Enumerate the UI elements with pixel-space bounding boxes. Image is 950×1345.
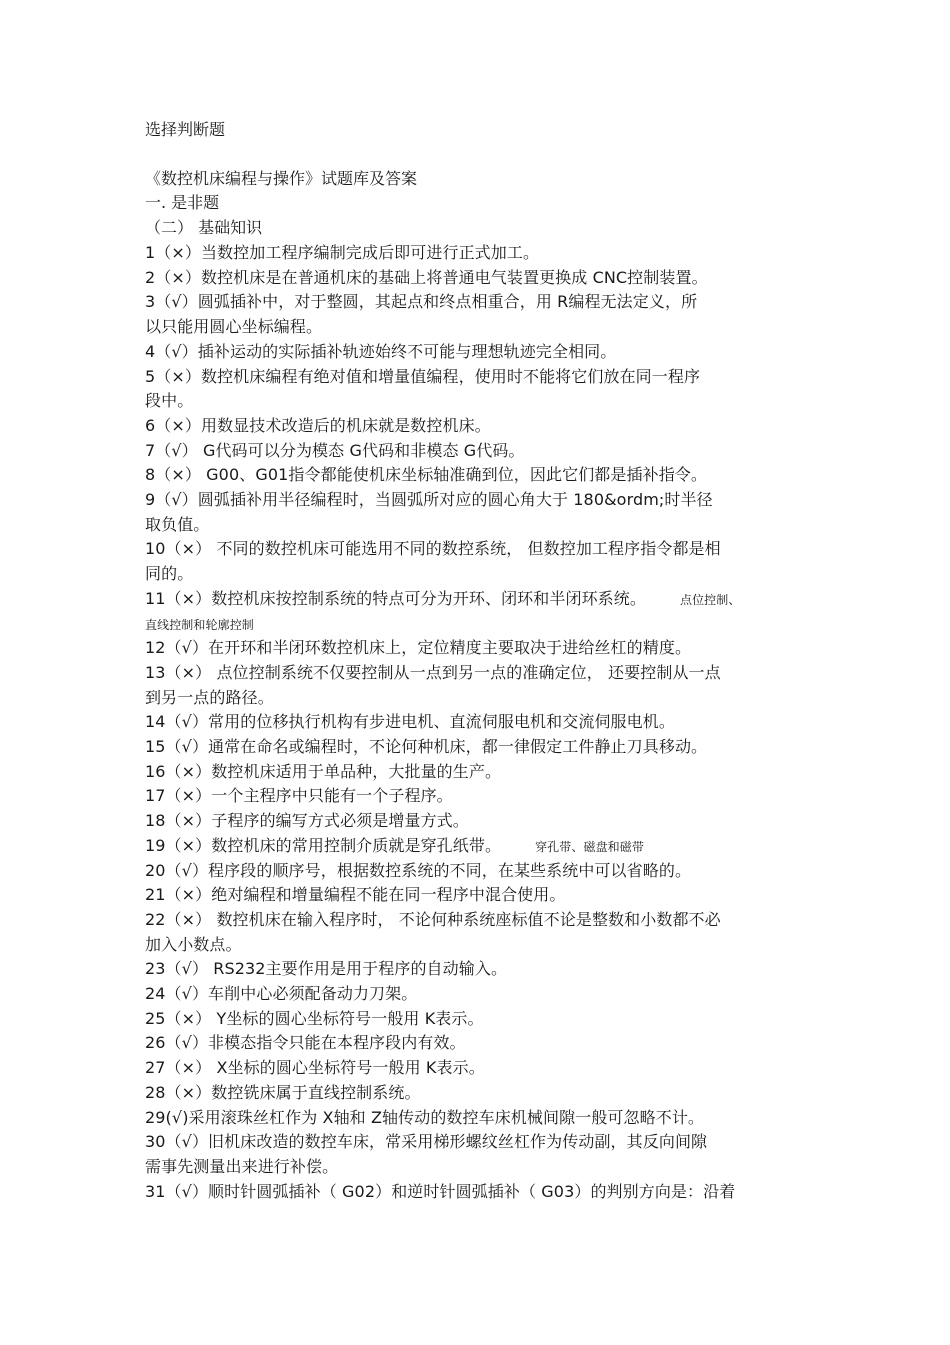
question-line (145, 737, 707, 757)
question-text: 11（×）数控机床按控制系统的特点可分为开环、闭环和半闭环系统。 (145, 588, 646, 608)
question-line (145, 984, 417, 1004)
question-text: 16（×）数控机床适用于单品种，大批量的生产。 (145, 761, 502, 781)
question-line (145, 268, 708, 288)
question-text: 8（×） G00、G01指令都能使机床坐标轴准确到位，因此它们都是插补指令。 (145, 465, 707, 485)
section-label: 选择判断题 (145, 120, 226, 139)
question-text: 12（√）在开环和半闭环数控机床上，定位精度主要取决于进给丝杠的精度。 (145, 638, 692, 658)
question-line (145, 935, 242, 955)
question-line (145, 391, 193, 411)
question-text: 9（√）圆弧插补用半径编程时，当圆弧所对应的圆心角大于 180&ordm;时半径 (145, 490, 713, 509)
question-line (145, 1132, 707, 1152)
question-line (145, 1157, 338, 1177)
question-text: 23（√） RS232主要作用是用于程序的自动输入。 (145, 959, 508, 979)
answer-note: 点位控制、 (679, 592, 741, 607)
question-line (145, 317, 322, 337)
question-text: 14（√）常用的位移执行机构有步进电机、直流伺服电机和交流伺服电机。 (145, 712, 675, 732)
question-text: 18（×）子程序的编写方式必须是增量方式。 (145, 811, 469, 831)
question-text: 20（√）程序段的顺序号，根据数控系统的不同，在某些系统中可以省略的。 (145, 860, 692, 880)
part-heading: 一. 是非题 (145, 193, 220, 212)
question-line (145, 342, 616, 362)
question-line (145, 441, 525, 461)
question-line (145, 614, 254, 635)
question-text: 段中。 (145, 391, 194, 411)
question-line (145, 1083, 421, 1103)
question-text: 以只能用圆心坐标编程。 (145, 317, 323, 337)
question-line (145, 712, 675, 732)
question-line (145, 1058, 485, 1078)
question-text: 10（×） 不同的数控机床可能选用不同的数控系统， 但数控加工程序指令都是相 (145, 539, 721, 559)
question-line (145, 663, 721, 683)
question-line (145, 416, 491, 436)
question-text: 7（√） G代码可以分为模态 G代码和非模态 G代码。 (145, 440, 525, 460)
question-line (145, 292, 697, 312)
question-line (145, 836, 644, 857)
question-line (145, 1009, 484, 1029)
question-text: 2（×）数控机床是在普通机床的基础上将普通电气装置更换成 CNC控制装置。 (145, 267, 708, 287)
question-text: 4（√）插补运动的实际插补轨迹始终不可能与理想轨迹完全相同。 (145, 341, 617, 361)
question-line (145, 688, 274, 708)
question-line (145, 959, 507, 979)
question-text: 19（×）数控机床的常用控制介质就是穿孔纸带。 (145, 835, 502, 855)
question-text: 31（√）顺时针圆弧插补（ G02）和逆时针圆弧插补（ G03）的判别方向是：沿着 (145, 1181, 736, 1201)
question-line (145, 367, 700, 387)
question-text: 取负值。 (145, 514, 210, 534)
question-text: 13（×） 点位控制系统不仅要控制从一点到另一点的准确定位， 还要控制从一点 (145, 662, 721, 682)
answer-note: 直线控制和轮廓控制 (145, 617, 254, 632)
subpart-heading: （二） 基础知识 (145, 218, 263, 237)
question-line (145, 589, 740, 610)
question-line (145, 861, 691, 881)
question-text: 1（×）当数控加工程序编制完成后即可进行正式加工。 (145, 243, 540, 262)
question-text: 加入小数点。 (145, 934, 242, 954)
question-text: 22（×） 数控机床在输入程序时， 不论何种系统座标值不论是整数和小数都不必 (145, 909, 721, 929)
question-text: 21（×）绝对编程和增量编程不能在同一程序中混合使用。 (145, 885, 566, 905)
question-line (145, 1033, 466, 1053)
question-line (145, 811, 469, 831)
question-line (145, 490, 713, 510)
question-text: 29(√)采用滚珠丝杠作为 X轴和 Z轴传动的数控车床机械间隙一般可忽略不计。 (145, 1107, 705, 1127)
question-text: 到另一点的路径。 (145, 687, 274, 707)
question-line (145, 539, 721, 559)
question-text: 15（√）通常在命名或编程时，不论何种机床，都一律假定工件静止刀具移动。 (145, 737, 708, 756)
document-title: 《数控机床编程与操作》试题库及答案 (145, 169, 418, 188)
question-text: 同的。 (145, 564, 194, 584)
question-text: 17（×）一个主程序中只能有一个子程序。 (145, 786, 453, 806)
question-text: 28（×）数控铣床属于直线控制系统。 (145, 1082, 421, 1102)
answer-note: 穿孔带、磁盘和磁带 (535, 839, 644, 854)
question-line (145, 910, 721, 930)
question-text: 26（√）非模态指令只能在本程序段内有效。 (145, 1033, 466, 1053)
question-line (145, 762, 501, 782)
question-text: 6（×）用数显技术改造后的机床就是数控机床。 (145, 415, 491, 435)
question-line (145, 243, 539, 263)
question-line (145, 885, 565, 905)
question-line (145, 465, 707, 485)
question-line (145, 515, 209, 535)
question-text: 30（√）旧机床改造的数控车床，常采用梯形螺纹丝杠作为传动副，其反向间隙 (145, 1132, 708, 1152)
question-text: 25（×） Y坐标的圆心坐标符号一般用 K表示。 (145, 1008, 484, 1028)
question-text: 需事先测量出来进行补偿。 (145, 1156, 339, 1176)
question-line (145, 1108, 704, 1128)
question-text: 27（×） X坐标的圆心坐标符号一般用 K表示。 (145, 1058, 485, 1078)
question-line (145, 1182, 735, 1202)
question-text: 24（√）车削中心必须配备动力刀架。 (145, 984, 418, 1003)
question-line (145, 638, 691, 658)
question-text: 3（√）圆弧插补中，对于整圆，其起点和终点相重合，用 R编程无法定义，所 (145, 292, 698, 312)
question-text: 5（×）数控机床编程有绝对值和增量值编程，使用时不能将它们放在同一程序 (145, 366, 701, 386)
question-line (145, 564, 193, 584)
question-line (145, 786, 453, 806)
